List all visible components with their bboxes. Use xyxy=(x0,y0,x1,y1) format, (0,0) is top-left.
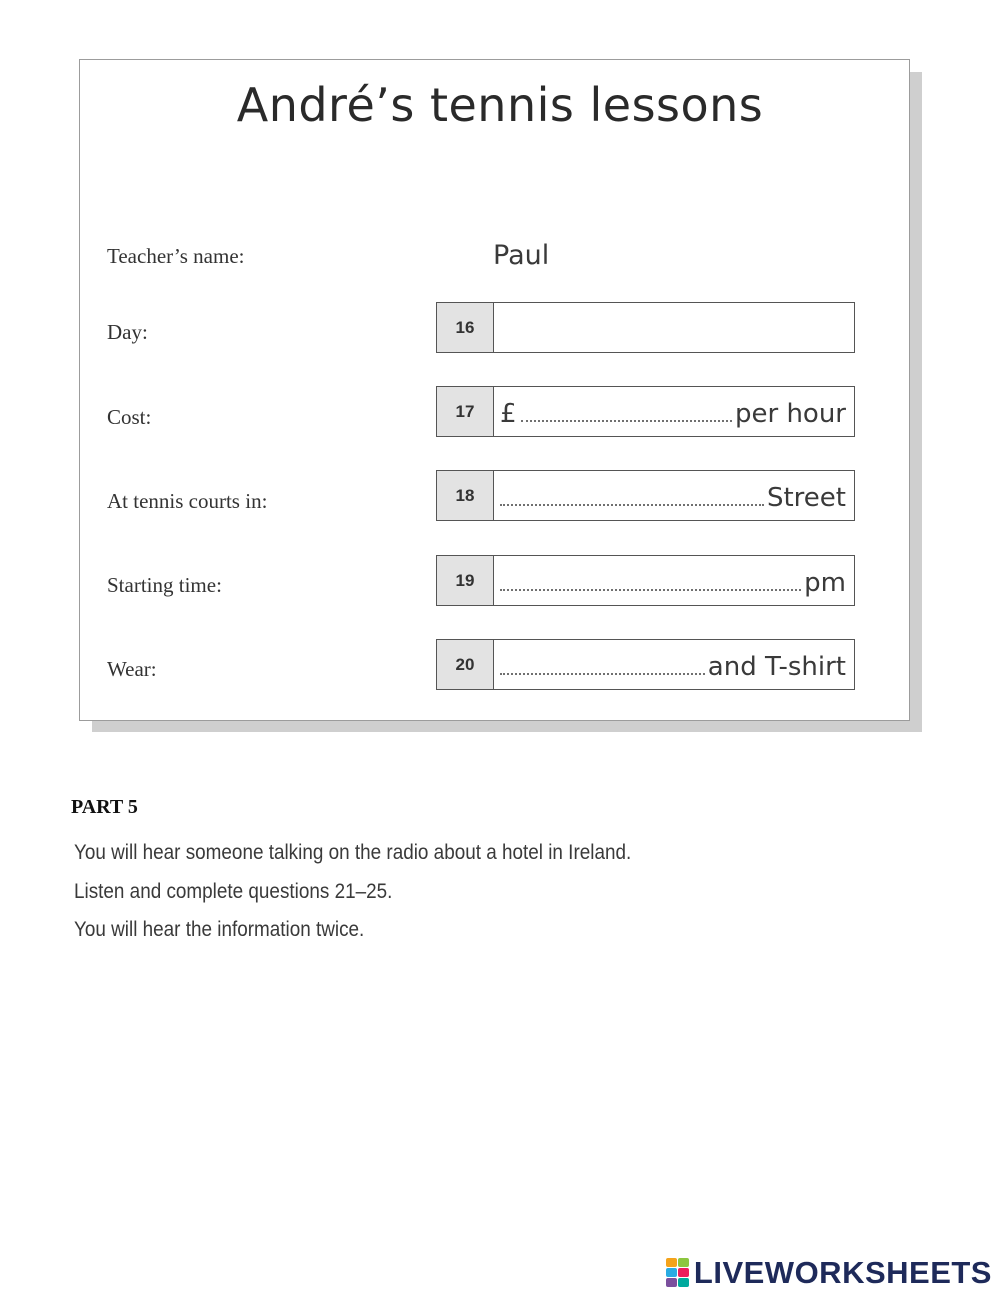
question-16-answer-field[interactable] xyxy=(494,303,854,352)
dotted-answer-line xyxy=(500,504,764,506)
question-19-suffix: pm xyxy=(804,568,846,598)
question-20-answer-field[interactable] xyxy=(494,640,854,689)
liveworksheets-brand[interactable] xyxy=(666,1255,992,1291)
question-18-label: At tennis courts in: xyxy=(107,489,268,513)
instruction-line: You will hear someone talking on the radio about a hotel in Ireland. xyxy=(74,841,632,864)
card-title: André’s tennis lessons xyxy=(236,78,764,132)
dotted-answer-line xyxy=(500,673,705,675)
part-5-heading: PART 5 xyxy=(71,796,138,818)
logo-square-teal xyxy=(678,1278,689,1287)
question-17-label: Cost: xyxy=(107,405,152,429)
pound-sign: £ xyxy=(500,399,517,429)
question-19-answer-field[interactable] xyxy=(494,556,854,605)
question-16-number: 16 xyxy=(437,303,494,352)
question-16-box[interactable] xyxy=(436,302,855,353)
question-18-box[interactable] xyxy=(436,470,855,521)
question-19-number: 19 xyxy=(437,556,494,605)
dotted-answer-line xyxy=(521,420,732,422)
question-17-box[interactable] xyxy=(436,386,855,437)
teacher-name-label: Teacher’s name: xyxy=(107,244,245,268)
question-17-answer-field[interactable] xyxy=(494,387,854,436)
question-17-number: 17 xyxy=(437,387,494,436)
question-16-label: Day: xyxy=(107,320,148,344)
logo-square-green xyxy=(678,1258,689,1267)
liveworksheets-logo-icon xyxy=(666,1258,690,1288)
question-20-box[interactable] xyxy=(436,639,855,690)
question-18-number: 18 xyxy=(437,471,494,520)
logo-square-pink xyxy=(678,1268,689,1277)
question-20-suffix: and T-shirt xyxy=(707,652,846,682)
question-20-label: Wear: xyxy=(107,657,157,681)
instruction-line: Listen and complete questions 21–25. xyxy=(74,880,393,903)
question-20-number: 20 xyxy=(437,640,494,689)
logo-square-blue xyxy=(666,1268,677,1277)
logo-square-purple xyxy=(666,1278,677,1287)
teacher-name-value: Paul xyxy=(493,240,550,271)
question-18-answer-field[interactable] xyxy=(494,471,854,520)
logo-square-orange xyxy=(666,1258,677,1267)
instruction-line: You will hear the information twice. xyxy=(74,918,365,941)
question-19-label: Starting time: xyxy=(107,573,222,597)
brand-name: LIVEWORKSHEETS xyxy=(693,1255,992,1290)
question-19-box[interactable] xyxy=(436,555,855,606)
dotted-answer-line xyxy=(500,589,801,591)
question-18-suffix: Street xyxy=(766,483,846,513)
question-17-suffix: per hour xyxy=(734,399,846,429)
